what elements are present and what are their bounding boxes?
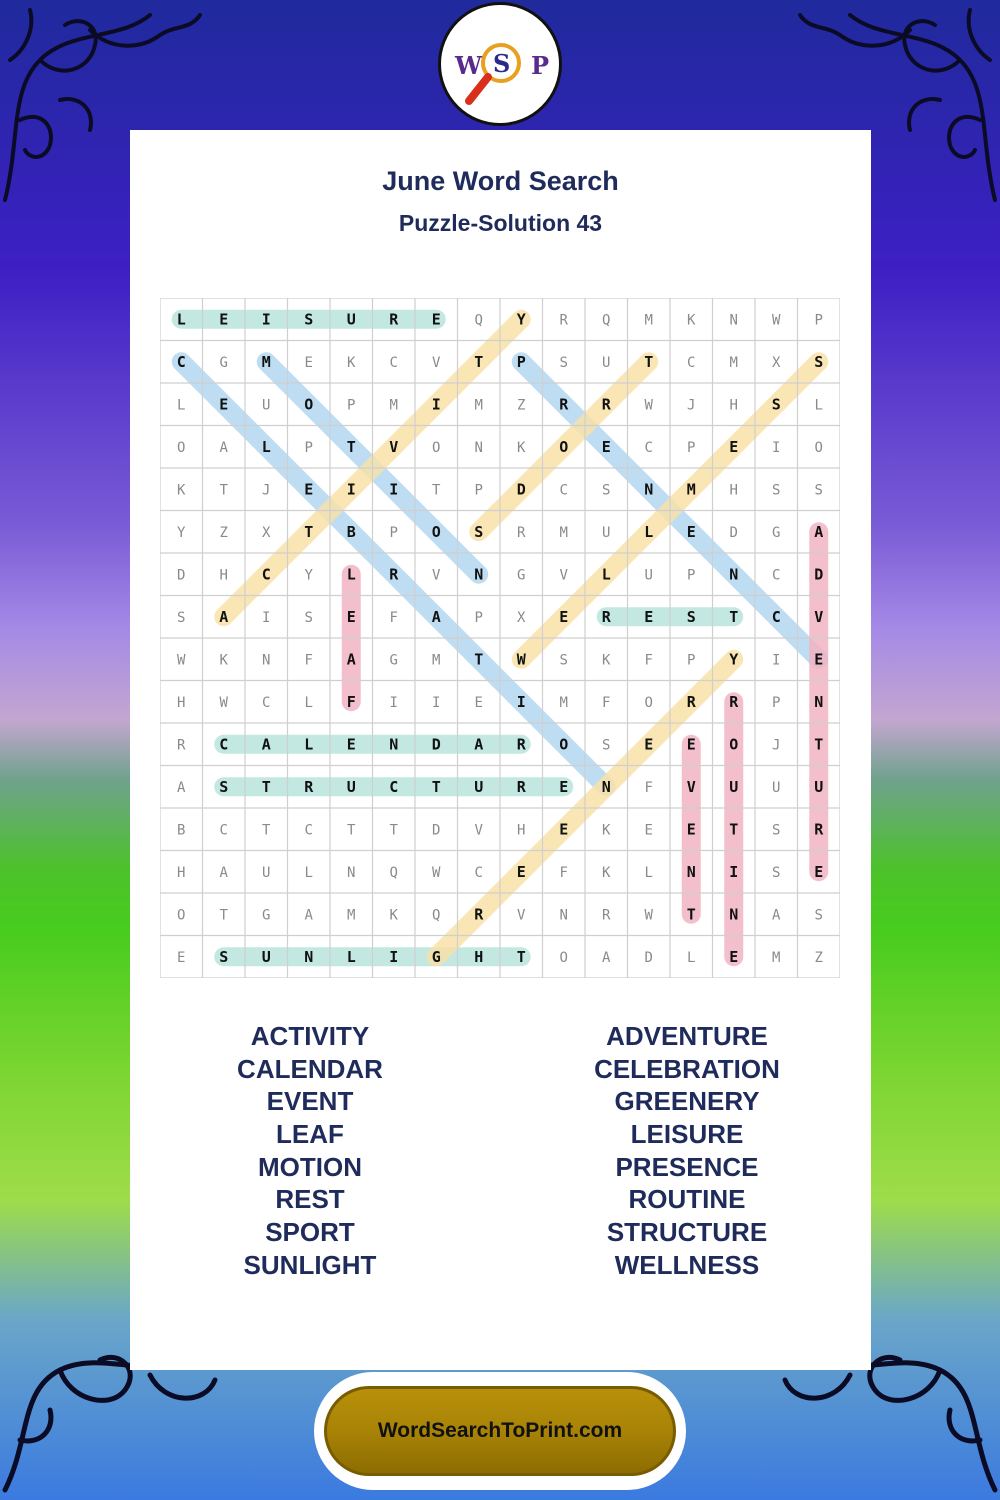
grid-letter: E xyxy=(219,395,229,414)
grid-letter: Z xyxy=(517,397,526,414)
grid-letter: A xyxy=(346,650,356,669)
word-list-item: CALENDAR xyxy=(237,1053,383,1084)
grid-letter: K xyxy=(517,439,526,456)
grid-letter: K xyxy=(219,652,228,669)
grid-letter: X xyxy=(262,524,271,541)
grid-letter: W xyxy=(644,397,653,414)
grid-letter: E xyxy=(644,735,654,754)
grid-letter: U xyxy=(262,397,271,414)
grid-letter: R xyxy=(516,777,526,796)
grid-letter: X xyxy=(772,354,781,371)
grid-letter: T xyxy=(814,735,824,754)
grid-letter: R xyxy=(814,820,824,839)
grid-letter: N xyxy=(347,864,356,881)
grid-letter: P xyxy=(474,609,483,626)
grid-letter: F xyxy=(644,779,653,796)
grid-letter: E xyxy=(686,820,696,839)
grid-letter: E xyxy=(814,650,824,669)
grid-letter: O xyxy=(177,907,186,924)
grid-letter: E xyxy=(601,437,611,456)
grid-letter: M xyxy=(686,480,696,499)
grid-letter: E xyxy=(219,310,229,329)
grid-letter: O xyxy=(177,439,186,456)
grid-letter: I xyxy=(729,862,739,881)
grid-letter: T xyxy=(474,352,484,371)
grid-letter: E xyxy=(729,437,739,456)
grid-letter: K xyxy=(602,822,611,839)
word-list-item: SPORT xyxy=(265,1217,355,1248)
grid-letter: S xyxy=(304,310,314,329)
grid-letter: L xyxy=(304,735,314,754)
grid-letter: A xyxy=(261,735,271,754)
grid-letter: M xyxy=(644,312,653,329)
grid-letter: W xyxy=(516,650,526,669)
grid-letter: E xyxy=(559,607,569,626)
puzzle-panel xyxy=(130,130,871,1370)
grid-letter: Y xyxy=(304,567,313,584)
grid-letter: A xyxy=(304,907,313,924)
site-link[interactable]: WordSearchToPrint.com xyxy=(324,1386,676,1476)
grid-letter: C xyxy=(219,735,229,754)
grid-letter: M xyxy=(729,354,738,371)
grid-letter: L xyxy=(176,310,186,329)
grid-letter: N xyxy=(262,652,271,669)
grid-letter: A xyxy=(772,907,781,924)
grid-letter: T xyxy=(389,822,398,839)
grid-letter: K xyxy=(389,907,398,924)
grid-letter: L xyxy=(346,947,356,966)
grid-letter: E xyxy=(304,480,314,499)
grid-letter: C xyxy=(262,694,271,711)
grid-letter: L xyxy=(346,565,356,584)
grid-letter: B xyxy=(177,822,186,839)
grid-letter: H xyxy=(177,694,186,711)
word-list-item: ADVENTURE xyxy=(606,1021,768,1051)
grid-letter: S xyxy=(177,609,186,626)
grid-letter: L xyxy=(601,565,611,584)
grid-letter: O xyxy=(559,735,569,754)
grid-letter: T xyxy=(347,822,356,839)
grid-letter: R xyxy=(686,692,696,711)
grid-letter: E xyxy=(474,694,483,711)
grid-letter: C xyxy=(644,439,653,456)
grid-letter: I xyxy=(772,652,781,669)
grid-letter: M xyxy=(347,907,356,924)
page-title: June Word Search xyxy=(382,166,619,196)
grid-letter: W xyxy=(772,312,781,329)
word-grid-canvas xyxy=(160,298,840,978)
grid-letter: G xyxy=(389,652,398,669)
grid-letter: C xyxy=(219,822,228,839)
grid-letter: S xyxy=(219,947,229,966)
grid-letter: I xyxy=(432,694,441,711)
grid-letter: E xyxy=(559,820,569,839)
grid-letter: T xyxy=(474,650,484,669)
grid-letter: V xyxy=(814,607,824,626)
grid-letter: G xyxy=(517,567,526,584)
grid-letter: I xyxy=(346,480,356,499)
grid-letter: L xyxy=(814,397,823,414)
grid-letter: D xyxy=(729,524,738,541)
grid-letter: T xyxy=(644,352,654,371)
grid-letter: P xyxy=(389,524,398,541)
grid-letter: P xyxy=(474,482,483,499)
word-list-item: WELLNESS xyxy=(614,1249,760,1280)
grid-letter: U xyxy=(602,354,611,371)
grid-letter: O xyxy=(644,694,653,711)
grid-letter: M xyxy=(559,524,568,541)
grid-letter: W xyxy=(219,694,228,711)
grid-letter: T xyxy=(431,777,441,796)
grid-letter: K xyxy=(602,652,611,669)
grid-letter: A xyxy=(219,439,228,456)
logo-letter-s: S xyxy=(493,49,511,78)
grid-letter: S xyxy=(602,737,611,754)
grid-letter: R xyxy=(517,524,526,541)
grid-letter: D xyxy=(644,949,653,966)
grid-letter: C xyxy=(474,864,483,881)
grid-letter: S xyxy=(559,354,568,371)
grid-letter: S xyxy=(814,482,823,499)
grid-letter: N xyxy=(729,905,739,924)
grid-letter: M xyxy=(261,352,271,371)
word-list-item: SUNLIGHT xyxy=(243,1249,377,1280)
word-list-item: LEISURE xyxy=(630,1119,744,1150)
grid-letter: E xyxy=(644,822,653,839)
grid-letter: H xyxy=(474,947,484,966)
word-list-right xyxy=(502,1020,872,1282)
grid-letter: O xyxy=(432,439,441,456)
grid-letter: S xyxy=(304,609,313,626)
grid-letter: R xyxy=(389,310,399,329)
grid-letter: K xyxy=(347,354,356,371)
grid-letter: A xyxy=(474,735,484,754)
grid-letter: A xyxy=(219,607,229,626)
grid-letter: S xyxy=(772,482,781,499)
grid-letter: L xyxy=(644,864,653,881)
page-subtitle: Puzzle-Solution 43 xyxy=(398,210,603,236)
grid-letter: E xyxy=(644,607,654,626)
grid-letter: V xyxy=(474,822,483,839)
grid-letter: N xyxy=(559,907,568,924)
grid-letter: C xyxy=(389,777,399,796)
grid-letter: R xyxy=(177,737,186,754)
grid-letter: O xyxy=(559,437,569,456)
grid-letter: S xyxy=(559,652,568,669)
grid-letter: E xyxy=(431,310,441,329)
grid-letter: J xyxy=(687,397,696,414)
grid-letter: P xyxy=(814,312,823,329)
site-logo xyxy=(438,2,562,126)
footer-banner xyxy=(314,1372,686,1490)
word-list-item: CELEBRATION xyxy=(594,1053,780,1084)
grid-letter: E xyxy=(814,862,824,881)
grid-letter: H xyxy=(177,864,186,881)
grid-letter: F xyxy=(304,652,313,669)
grid-letter: T xyxy=(729,607,739,626)
grid-letter: R xyxy=(304,777,314,796)
word-grid xyxy=(160,298,840,978)
word-list-item: EVENT xyxy=(266,1086,354,1117)
grid-letter: O xyxy=(304,395,314,414)
grid-letter: L xyxy=(304,694,313,711)
grid-letter: C xyxy=(771,607,781,626)
grid-letter: E xyxy=(686,735,696,754)
grid-letter: I xyxy=(262,609,271,626)
grid-letter: F xyxy=(644,652,653,669)
grid-letter: E xyxy=(177,949,186,966)
grid-letter: S xyxy=(474,522,484,541)
grid-letter: S xyxy=(219,777,229,796)
grid-letter: E xyxy=(516,862,526,881)
grid-letter: I xyxy=(516,692,526,711)
grid-letter: V xyxy=(686,777,696,796)
grid-letter: E xyxy=(346,607,356,626)
grid-letter: I xyxy=(389,947,399,966)
grid-letter: N xyxy=(644,480,654,499)
grid-letter: A xyxy=(431,607,441,626)
grid-letter: M xyxy=(432,652,441,669)
grid-letter: Q xyxy=(474,312,483,329)
grid-letter: C xyxy=(559,482,568,499)
grid-letter: E xyxy=(304,354,313,371)
grid-letter: C xyxy=(772,567,781,584)
grid-letter: P xyxy=(304,439,313,456)
grid-letter: R xyxy=(602,907,611,924)
grid-letter: V xyxy=(432,354,441,371)
grid-letter: L xyxy=(177,397,186,414)
grid-letter: H xyxy=(219,567,228,584)
grid-letter: N xyxy=(729,565,739,584)
grid-letter: H xyxy=(517,822,526,839)
grid-letter: T xyxy=(686,905,696,924)
grid-letter: N xyxy=(474,565,484,584)
grid-letter: C xyxy=(304,822,313,839)
word-list-item: REST xyxy=(275,1184,345,1215)
grid-letter: I xyxy=(261,310,271,329)
grid-letter: L xyxy=(304,864,313,881)
grid-letter: R xyxy=(474,905,484,924)
grid-letter: D xyxy=(432,822,441,839)
grid-letter: V xyxy=(559,567,568,584)
word-list-item: ROUTINE xyxy=(628,1184,746,1215)
word-list-item: STRUCTURE xyxy=(606,1217,768,1248)
grid-letter: I xyxy=(389,694,398,711)
grid-letter: N xyxy=(474,439,483,456)
grid-letter: S xyxy=(602,482,611,499)
grid-letter: S xyxy=(686,607,696,626)
word-list-item: GREENERY xyxy=(614,1086,760,1117)
grid-letter: I xyxy=(772,439,781,456)
grid-letter: M xyxy=(772,949,781,966)
grid-letter: I xyxy=(431,395,441,414)
grid-letter: S xyxy=(771,395,781,414)
grid-letter: W xyxy=(644,907,653,924)
grid-letter: G xyxy=(219,354,228,371)
grid-letter: H xyxy=(729,482,738,499)
grid-letter: N xyxy=(729,312,738,329)
grid-letter: U xyxy=(346,777,356,796)
grid-letter: M xyxy=(559,694,568,711)
grid-letter: U xyxy=(474,777,484,796)
grid-letter: E xyxy=(729,947,739,966)
grid-letter: Y xyxy=(516,310,526,329)
grid-letter: A xyxy=(219,864,228,881)
grid-letter: Z xyxy=(219,524,228,541)
grid-letter: C xyxy=(687,354,696,371)
grid-letter: T xyxy=(219,907,228,924)
grid-letter: D xyxy=(177,567,186,584)
grid-letter: B xyxy=(346,522,356,541)
grid-letter: O xyxy=(559,949,568,966)
grid-letter: T xyxy=(346,437,356,456)
grid-letter: O xyxy=(814,439,823,456)
grid-letter: U xyxy=(262,864,271,881)
grid-letter: D xyxy=(516,480,526,499)
grid-letter: R xyxy=(516,735,526,754)
grid-letter: E xyxy=(346,735,356,754)
grid-letter: O xyxy=(431,522,441,541)
grid-letter: V xyxy=(517,907,526,924)
grid-letter: D xyxy=(814,565,824,584)
grid-letter: S xyxy=(814,907,823,924)
grid-letter: T xyxy=(304,522,314,541)
grid-letter: N xyxy=(814,692,824,711)
grid-letter: A xyxy=(814,522,824,541)
grid-letter: E xyxy=(686,522,696,541)
grid-letter: F xyxy=(389,609,398,626)
grid-letter: V xyxy=(389,437,399,456)
grid-letter: P xyxy=(772,694,781,711)
grid-letter: R xyxy=(601,607,611,626)
grid-letter: M xyxy=(474,397,483,414)
grid-letter: Y xyxy=(177,524,186,541)
grid-letter: S xyxy=(772,864,781,881)
grid-letter: W xyxy=(432,864,441,881)
grid-letter: H xyxy=(729,397,738,414)
grid-letter: T xyxy=(219,482,228,499)
grid-letter: R xyxy=(559,395,569,414)
logo-letter-p: P xyxy=(531,51,550,80)
grid-letter: K xyxy=(602,864,611,881)
grid-letter: T xyxy=(262,822,271,839)
grid-letter: R xyxy=(559,312,568,329)
grid-letter: Z xyxy=(814,949,823,966)
grid-letter: A xyxy=(177,779,186,796)
grid-letter: F xyxy=(346,692,356,711)
grid-letter: E xyxy=(559,777,569,796)
grid-letter: T xyxy=(516,947,526,966)
grid-letter: P xyxy=(687,652,696,669)
grid-letter: R xyxy=(729,692,739,711)
grid-letter: N xyxy=(389,735,399,754)
grid-letter: D xyxy=(431,735,441,754)
word-list-left xyxy=(125,1020,495,1282)
word-list-item: ACTIVITY xyxy=(250,1021,370,1051)
grid-letter: T xyxy=(729,820,739,839)
grid-letter: X xyxy=(517,609,526,626)
grid-letter: U xyxy=(644,567,653,584)
grid-letter: C xyxy=(261,565,271,584)
grid-letter: P xyxy=(516,352,526,371)
grid-letter: U xyxy=(261,947,271,966)
grid-letter: N xyxy=(304,947,314,966)
grid-letter: V xyxy=(432,567,441,584)
grid-letter: N xyxy=(601,777,611,796)
grid-letter: U xyxy=(346,310,356,329)
grid-letter: R xyxy=(601,395,611,414)
grid-letter: M xyxy=(389,397,398,414)
grid-letter: S xyxy=(814,352,824,371)
word-list-item: MOTION xyxy=(258,1151,362,1182)
grid-letter: U xyxy=(602,524,611,541)
grid-letter: F xyxy=(602,694,611,711)
grid-letter: R xyxy=(389,565,399,584)
grid-letter: P xyxy=(347,397,356,414)
grid-letter: L xyxy=(687,949,696,966)
grid-letter: O xyxy=(729,735,739,754)
grid-letter: L xyxy=(644,522,654,541)
grid-letter: U xyxy=(814,777,824,796)
grid-letter: F xyxy=(559,864,568,881)
grid-letter: A xyxy=(602,949,611,966)
grid-letter: P xyxy=(687,567,696,584)
word-list-item: PRESENCE xyxy=(615,1151,759,1182)
grid-letter: Q xyxy=(389,864,398,881)
grid-letter: G xyxy=(262,907,271,924)
logo-letter-w: W xyxy=(455,51,482,80)
grid-letter: Q xyxy=(602,312,611,329)
grid-letter: K xyxy=(687,312,696,329)
grid-letter: N xyxy=(686,862,696,881)
grid-letter: S xyxy=(772,822,781,839)
grid-letter: G xyxy=(772,524,781,541)
grid-letter: C xyxy=(176,352,186,371)
grid-letter: T xyxy=(432,482,441,499)
grid-letter: I xyxy=(389,480,399,499)
grid-letter: U xyxy=(729,777,739,796)
grid-letter: Y xyxy=(729,650,739,669)
grid-letter: J xyxy=(262,482,271,499)
grid-letter: C xyxy=(389,354,398,371)
grid-letter: K xyxy=(177,482,186,499)
grid-letter: P xyxy=(687,439,696,456)
word-list-item: LEAF xyxy=(276,1119,344,1150)
grid-letter: Q xyxy=(432,907,441,924)
grid-letter: W xyxy=(177,652,186,669)
grid-letter: L xyxy=(261,437,271,456)
grid-letter: G xyxy=(431,947,441,966)
grid-letter: J xyxy=(772,737,781,754)
grid-letter: U xyxy=(772,779,781,796)
grid-letter: T xyxy=(261,777,271,796)
